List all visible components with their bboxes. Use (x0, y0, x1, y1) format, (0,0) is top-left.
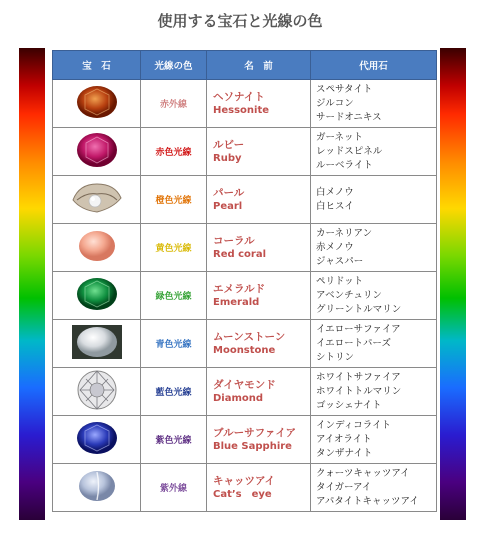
ray-color-label: 橙色光線 (155, 196, 192, 206)
table-row (53, 368, 437, 416)
table-row (53, 128, 437, 176)
moonstone-icon (69, 322, 125, 365)
substitute-stone: レッドスピネル (316, 145, 383, 157)
substitute-cell (311, 272, 437, 320)
gem-name-cell (207, 224, 311, 272)
gem-name-cell (207, 464, 311, 512)
ray-color-cell (141, 128, 207, 176)
ray-color-label: 赤外線 (159, 100, 187, 110)
header-row (53, 51, 437, 80)
table-row (53, 320, 437, 368)
gem-name-cell (207, 416, 311, 464)
substitute-stone: インディコライト (316, 419, 391, 431)
gem-name-en: Diamond (213, 393, 264, 404)
substitute-stone: タイガーアイ (316, 481, 372, 493)
substitute-stone: アイオライト (316, 433, 372, 445)
ray-color-cell (141, 80, 207, 128)
sapphire-gem-icon (74, 419, 120, 460)
substitute-stone: 赤メノウ (316, 241, 354, 253)
table-row (53, 272, 437, 320)
gem-name-cell (207, 176, 311, 224)
gem-name-en: Blue Sapphire (213, 441, 292, 452)
header-gem: 宝 石 (53, 51, 141, 80)
substitute-stone: カーネリアン (316, 227, 373, 239)
substitute-cell (311, 224, 437, 272)
ray-color-label: 青色光線 (155, 340, 192, 350)
gem-name-cell (207, 320, 311, 368)
gem-name-cell (207, 128, 311, 176)
substitute-stone: クォーツキャッツアイ (316, 467, 410, 479)
gem-image-cell (53, 128, 141, 176)
pearl-icon (69, 178, 125, 221)
header-ray-color: 光線の色 (141, 51, 207, 80)
ray-color-cell (141, 224, 207, 272)
left-spectrum-bar (19, 48, 45, 520)
gem-name-en: Pearl (213, 201, 243, 212)
substitute-stone: 白ヒスイ (316, 200, 354, 212)
ray-color-label: 黄色光線 (155, 244, 192, 254)
substitute-stone: サードオニキス (316, 111, 382, 123)
ray-color-cell (141, 320, 207, 368)
ray-color-cell (141, 464, 207, 512)
substitute-stone: タンザナイト (316, 447, 373, 459)
substitute-stone: ルーベライト (316, 159, 373, 171)
substitute-stone: ガーネット (316, 131, 364, 143)
gem-name-jp: パール (213, 187, 245, 199)
gem-image-cell (53, 176, 141, 224)
substitute-stone: イエロートパーズ (316, 337, 391, 349)
gem-image-cell (53, 464, 141, 512)
substitute-stone: グリーントルマリン (316, 303, 402, 315)
substitute-stone: ジルコン (316, 97, 354, 109)
gem-image-cell (53, 272, 141, 320)
ray-color-cell (141, 272, 207, 320)
gem-name-en: Ruby (213, 153, 242, 164)
substitute-cell (311, 320, 437, 368)
gem-name-jp: ルビー (213, 139, 245, 151)
gem-image-cell (53, 320, 141, 368)
ray-color-cell (141, 416, 207, 464)
header-name: 名 前 (207, 51, 311, 80)
substitute-stone: ホワイトトルマリン (316, 385, 402, 397)
gem-name-jp: ブルーサファイア (213, 427, 297, 439)
substitute-stone: ゴッシェナイト (316, 399, 382, 411)
header-substitute: 代用石 (311, 51, 437, 80)
substitute-cell (311, 128, 437, 176)
substitute-stone: アベンチュリン (316, 289, 382, 301)
gem-name-en: Hessonite (213, 105, 270, 116)
gem-name-jp: エメラルド (213, 283, 266, 295)
substitute-stone: 白メノウ (316, 186, 354, 198)
substitute-cell (311, 80, 437, 128)
diamond-icon (74, 369, 120, 414)
substitute-cell (311, 176, 437, 224)
gem-name-en: Red coral (213, 249, 267, 260)
table-row (53, 224, 437, 272)
ray-color-cell (141, 176, 207, 224)
substitute-stone: ホワイトサファイア (316, 371, 401, 383)
gem-name-jp: ムーンストーン (213, 331, 286, 343)
gem-image-cell (53, 80, 141, 128)
cats-eye-icon (74, 467, 120, 508)
substitute-stone: アパタイトキャッツアイ (316, 495, 419, 507)
substitute-stone: ペリドット (316, 275, 364, 287)
gem-image-cell (53, 224, 141, 272)
ray-color-label: 紫色光線 (155, 436, 192, 446)
table-row (53, 464, 437, 512)
substitute-stone: シトリン (316, 351, 355, 363)
ruby-gem-icon (74, 130, 120, 173)
gem-name-cell (207, 368, 311, 416)
table-row (53, 176, 437, 224)
ray-color-label: 紫外線 (159, 484, 187, 494)
table-row (53, 80, 437, 128)
ray-color-label: 緑色光線 (155, 292, 192, 302)
gem-image-cell (53, 368, 141, 416)
gem-name-cell (207, 272, 311, 320)
gem-image-cell (53, 416, 141, 464)
substitute-stone: スペサタイト (316, 83, 373, 95)
substitute-cell (311, 368, 437, 416)
gem-table (52, 50, 437, 512)
emerald-gem-icon (74, 275, 120, 316)
hessonite-gem-icon (74, 83, 120, 124)
coral-icon (74, 227, 120, 268)
page-title: 使用する宝石と光線の色 (157, 12, 323, 30)
gem-name-en: Emerald (213, 297, 260, 308)
gem-name-jp: ダイヤモンド (213, 379, 276, 391)
ray-color-cell (141, 368, 207, 416)
gem-name-en: Moonstone (213, 345, 276, 356)
substitute-stone: ジャスパー (316, 255, 364, 267)
gem-name-cell (207, 80, 311, 128)
gem-name-en: Cat’s eye (213, 489, 272, 500)
substitute-stone: イエローサファイア (316, 323, 401, 335)
substitute-cell (311, 416, 437, 464)
ray-color-label: 赤色光線 (155, 148, 192, 158)
gem-name-jp: コーラル (213, 235, 255, 247)
table-row (53, 416, 437, 464)
gem-name-jp: ヘソナイト (213, 91, 265, 103)
substitute-cell (311, 464, 437, 512)
right-spectrum-bar (440, 48, 466, 520)
gem-name-jp: キャッツアイ (213, 475, 276, 487)
ray-color-label: 藍色光線 (155, 388, 192, 398)
